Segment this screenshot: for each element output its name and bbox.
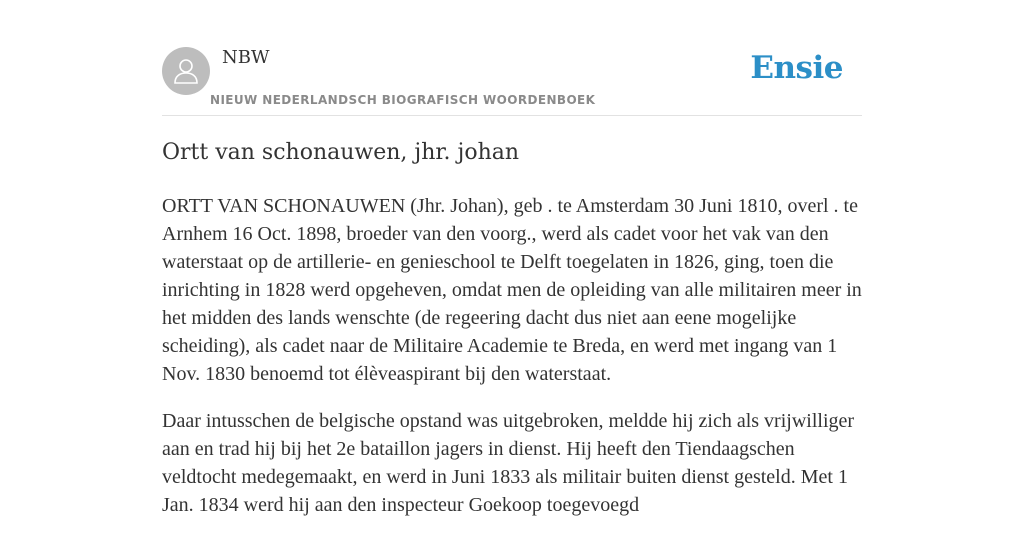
brand-logo[interactable]: Ensie: [750, 50, 843, 86]
article-paragraph: Daar intusschen de belgische opstand was uitgebroken, meldde hij zich als vrijwilliger aan en trad hij bij het 2e bataillon jagers in dienst. Hij heeft den Tiendaagschen veldtocht medegemaakt, en werd in Juni 1833 als militair buiten dienst gesteld. Met 1 Jan. 1834 werd hij aan den inspecteur Goekoop toegevoegd: [162, 410, 855, 516]
article-card: [162, 0, 862, 516]
source-name[interactable]: NBW: [222, 47, 270, 68]
article-title: Ortt van schonauwen, jhr. johan: [162, 140, 520, 165]
user-silhouette-icon: [171, 56, 201, 86]
source-avatar[interactable]: [162, 47, 210, 95]
source-header: [162, 0, 862, 116]
article-body: [162, 192, 862, 538]
source-description: NIEUW NEDERLANDSCH BIOGRAFISCH WOORDENBOEK: [210, 93, 596, 107]
article-paragraph: ORTT VAN SCHONAUWEN (Jhr. Johan), geb . te Amsterdam 30 Juni 1810, overl . te Arnhem 16 Oct. 1898, broeder van den voorg., werd als cadet voor het vak van den waterstaat op de artillerie- en genieschool te Delft toegelaten in 1826, ging, toen die inrichting in 1828 werd opgeheven, omdat men de opleiding van alle militairen meer in het midden des lands wenschte (de regeering dacht dus niet aan eene mogelijke scheiding), als cadet naar de Militaire Academie te Breda, en werd met ingang van 1 Nov. 1830 benoemd tot élèveaspirant bij den waterstaat.: [162, 195, 862, 385]
